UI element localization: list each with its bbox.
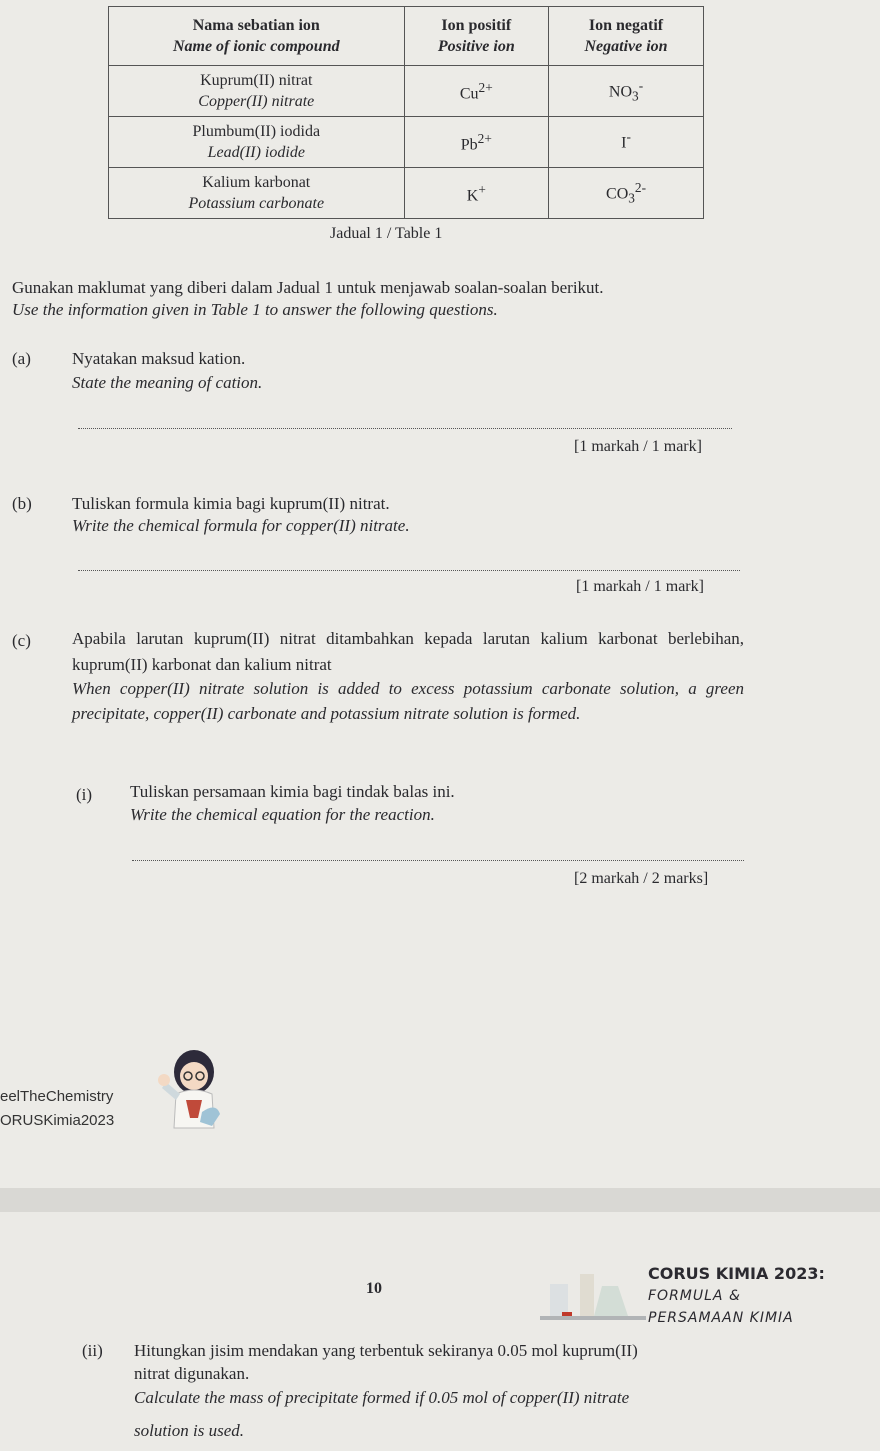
answer-line-b[interactable] [78,570,740,571]
question-a-english: State the meaning of cation. [72,373,263,392]
question-cii-english-1: Calculate the mass of precipitate formed if 0.05 mol of copper(II) nitrate [134,1388,630,1407]
watermark-tag: ORUSKimia2023 [0,1112,115,1129]
worksheet-page-10 [0,1212,880,1451]
question-a-label: (a) [12,349,31,368]
question-cii-malay-1: Hitungkan jisim mendakan yang terbentuk sekiranya 0.05 mol kuprum(II) [134,1341,638,1360]
question-cii-label: (ii) [82,1341,103,1360]
page-divider [0,1188,880,1212]
table-header-row [109,7,704,66]
positive-ion-cell: K+ [404,168,549,219]
brand-subtitle-1: FORMULA & [648,1288,741,1304]
intro-malay: Gunakan maklumat yang diberi dalam Jadual 1 untuk menjawab soalan-soalan berikut. [12,278,604,297]
header-positive-ion: Ion positif Positive ion [404,7,549,66]
compound-cell: Kalium karbonat Potassium carbonate [109,168,405,219]
question-b-malay: Tuliskan formula kimia bagi kuprum(II) nitrat. [72,494,390,513]
question-ci-label: (i) [76,785,93,804]
marks-b: [1 markah / 1 mark] [576,578,704,595]
positive-ion-cell: $Cu^{2+}$ [404,66,549,117]
negative-ion-cell: $NO_3^-$ [549,66,704,117]
question-a-malay: Nyatakan maksud kation. [72,349,246,368]
brand-subtitle-2: PERSAMAAN KIMIA [648,1310,794,1326]
question-b-label: (b) [12,494,32,513]
answer-line-ci[interactable] [132,860,744,861]
question-c-english: When copper(II) nitrate solution is added to excess potassium carbonate solution, a green precipitate, copper(II) carbonate and potassium nitrate solution is formed. [72,679,744,723]
question-cii-english-2: solution is used. [134,1421,245,1440]
negative-ion-cell: I- [549,117,704,168]
question-ci-malay: Tuliskan persamaan kimia bagi tindak balas ini. [130,782,455,801]
table-row [109,117,704,168]
page-number: 10 [366,1280,382,1297]
question-cii-malay-2: nitrat digunakan. [134,1364,250,1383]
chemist-mascot-icon [136,1042,228,1130]
intro-english: Use the information given in Table 1 to answer the following questions. [12,300,498,319]
watermark-handle: eelTheChemistry [0,1088,114,1105]
header-negative-ion: Ion negatif Negative ion [549,7,704,66]
header-compound: Nama sebatian ion Name of ionic compound [109,7,405,66]
compound-cell: Plumbum(II) iodida Lead(II) iodide [109,117,405,168]
question-c-label: (c) [12,631,31,650]
table-caption: Jadual 1 / Table 1 [330,225,443,242]
question-b-english: Write the chemical formula for copper(II) nitrate. [72,516,410,535]
question-c-malay: Apabila larutan kuprum(II) nitrat ditambahkan kepada larutan kalium karbonat berlebihan, kuprum(II) karbonat dan kalium nitrat [72,629,744,674]
positive-ion-cell: $Pb^{2+}$ [404,117,549,168]
marks-ci: [2 markah / 2 marks] [574,870,709,887]
table-row [109,168,704,219]
compound-cell: Kuprum(II) nitrat Copper(II) nitrate [109,66,405,117]
marks-a: [1 markah / 1 mark] [574,438,702,455]
negative-ion-cell: $CO_3^{2-}$ [549,168,704,219]
question-ci-english: Write the chemical equation for the reaction. [130,805,435,824]
brand-title: CORUS KIMIA 2023: [648,1264,825,1283]
table-row [109,66,704,117]
lab-glassware-icon [540,1262,650,1324]
ion-table [108,6,704,219]
answer-line-a[interactable] [78,428,732,429]
